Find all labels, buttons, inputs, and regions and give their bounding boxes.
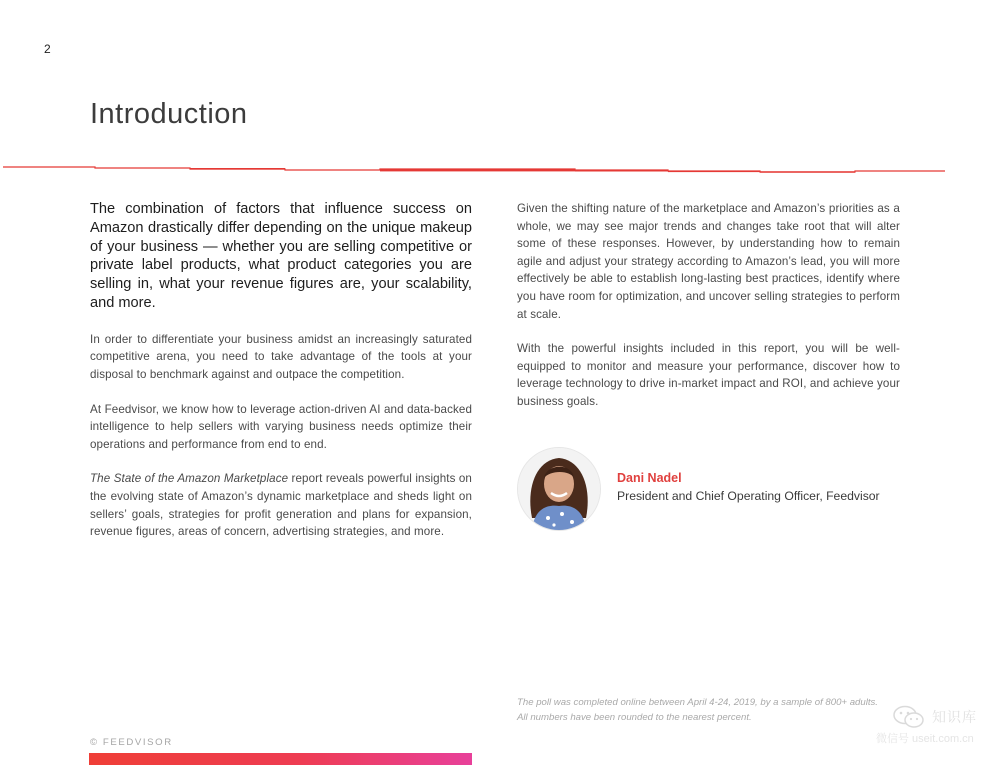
- intro-paragraph-report: [90, 470, 472, 540]
- page-number: 2: [44, 42, 51, 56]
- title-divider: [0, 163, 950, 175]
- author-avatar: [517, 447, 601, 531]
- watermark-id: 微信号 useit.com.cn: [876, 733, 974, 745]
- intro-paragraph-feedvisor: At Feedvisor, we know how to leverage action-driven AI and data-backed intelligence to help sellers with varying business needs optimize their operations and performance from end to end.: [90, 402, 472, 451]
- report-description: report reveals powerful insights on the evolving state of Amazon’s dynamic marketplace and sheds light on sellers’ goals, strategies for profit generation and plans for expansion, revenue figures, areas of concern, advertising strategies, and more.: [90, 472, 472, 539]
- copyright-notice: © FEEDVISOR: [90, 737, 173, 748]
- right-column: [517, 200, 900, 428]
- watermark: [876, 705, 986, 747]
- footnote-line-1: The poll was completed online between April 4-24, 2019, by a sample of 800+ adults.: [517, 697, 878, 708]
- watermark-name: 知识库: [932, 709, 977, 725]
- left-column: [90, 200, 472, 558]
- footnote-line-2: All numbers have been rounded to the nearest percent.: [517, 711, 752, 723]
- survey-footnote: [517, 696, 917, 725]
- intro-lead-paragraph: The combination of factors that influence success on Amazon drastically differ depending on the unique makeup of your business — whether you are selling competitive or private label products, what product categories you are selling in, what your revenue figures are, your scalability, and more.: [90, 201, 472, 311]
- report-title: The State of the Amazon Marketplace: [90, 472, 289, 486]
- wechat-icon: [892, 705, 926, 729]
- intro-paragraph-shifting: Given the shifting nature of the marketplace and Amazon’s priorities as a whole, we may see major trends and changes take root that will alter some of these responses. However, by understanding how to remain agile and adjust your strategy according to Amazon’s lead, you will more effectively be able to establish long-lasting best practices, identify where you have room for optimization, and uncover selling strategies to perform at scale.: [517, 202, 900, 321]
- author-role: President and Chief Operating Officer, Feedvisor: [617, 489, 880, 503]
- brand-gradient-bar: [89, 753, 472, 765]
- intro-paragraph-insights: With the powerful insights included in this report, you will be well-equipped to monitor and measure your performance, discover how to leverage technology to drive in-market impact and ROI, and achieve your business goals.: [517, 342, 900, 408]
- page-title: Introduction: [90, 98, 248, 130]
- intro-paragraph-differentiate: In order to differentiate your business amidst an increasingly saturated competitive arena, you need to take advantage of the tools at your disposal to benchmark against and outpace the competition.: [90, 332, 472, 381]
- author-name: Dani Nadel: [617, 471, 682, 485]
